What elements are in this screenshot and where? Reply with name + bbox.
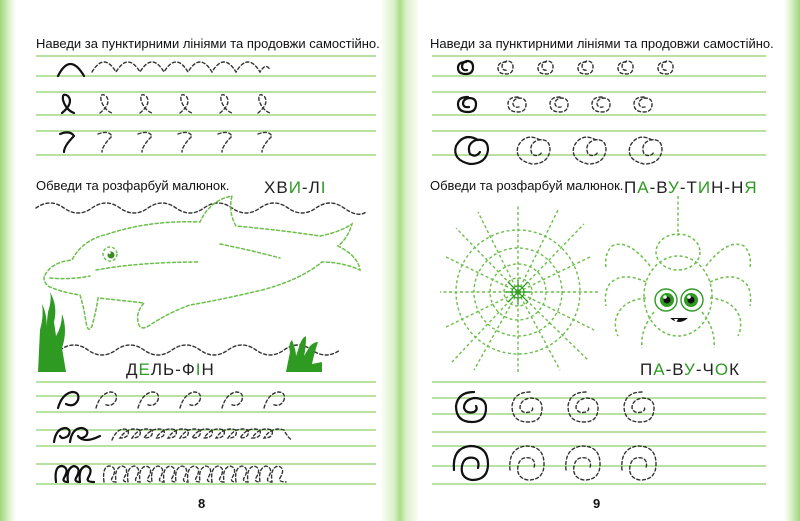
word-letter: Н [711, 178, 725, 197]
word-letter: - [679, 178, 687, 197]
word-letter: А [653, 360, 666, 379]
word-letter: Н [731, 178, 745, 197]
word-letter: Я [744, 178, 758, 197]
word-pavutynnia [624, 178, 758, 198]
left-row6-loops [56, 466, 286, 482]
word-letter: П [640, 360, 654, 379]
word-letter: А [637, 178, 650, 197]
left-instruction-color: Обведи та розфарбуй малюнок. [36, 178, 230, 193]
word-letter: В [656, 178, 669, 197]
right-row4-spirals [456, 392, 654, 422]
word-letter: Л [150, 360, 164, 379]
word-letter: - [665, 360, 673, 379]
word-letter: Н [201, 360, 215, 379]
left-row4-spirals [58, 392, 284, 408]
dolphin [44, 196, 360, 329]
word-letter: Д [126, 360, 139, 379]
right-row2-spirals [458, 97, 652, 112]
left-row2-loops [62, 95, 270, 113]
word-hvyli [264, 178, 326, 198]
left-instruction-trace: Наведи за пунктирними лініями та продовжи самостійно. [36, 36, 380, 51]
word-letter: - [175, 360, 182, 379]
word-letter: Ь [163, 360, 176, 379]
word-delfin [126, 360, 215, 380]
word-letter: Е [138, 360, 151, 379]
left-writing-rules-top [36, 56, 376, 155]
waves [36, 203, 366, 355]
word-letter: И [697, 178, 712, 197]
word-letter: У [684, 360, 696, 379]
right-instruction-trace: Наведи за пунктирними лініями та продовжи самостійно. [430, 36, 774, 51]
word-letter: Л [308, 178, 321, 197]
seaweed-left [38, 292, 66, 372]
word-letter: Ч [702, 360, 715, 379]
page-number-right: 9 [593, 496, 601, 511]
word-letter: - [301, 178, 309, 197]
word-letter: - [695, 360, 703, 379]
right-row5-spirals [454, 446, 656, 480]
word-letter: В [276, 178, 289, 197]
word-letter: - [649, 178, 657, 197]
right-instruction-color: Обведи та розфарбуй малюнок. [430, 178, 624, 193]
word-letter: І [320, 178, 327, 197]
page-number-left: 8 [198, 496, 206, 511]
right-row3-spirals [455, 137, 662, 164]
word-letter: І [195, 360, 202, 379]
right-row1-spirals [458, 61, 673, 74]
seaweed-right [286, 336, 322, 372]
word-letter: В [672, 360, 685, 379]
word-letter: Х [264, 178, 277, 197]
left-row1-arches [58, 62, 270, 76]
left-row3-hooks [60, 132, 272, 152]
word-letter: П [624, 178, 638, 197]
word-pavuchok [640, 360, 740, 380]
spider [605, 196, 750, 348]
word-letter: И [288, 178, 302, 197]
spider-web [440, 206, 598, 372]
word-letter: - [724, 178, 732, 197]
word-letter: О [714, 360, 730, 379]
word-letter: Ф [181, 360, 196, 379]
word-letter: Т [686, 178, 698, 197]
word-letter: К [729, 360, 740, 379]
word-letter: У [668, 178, 680, 197]
